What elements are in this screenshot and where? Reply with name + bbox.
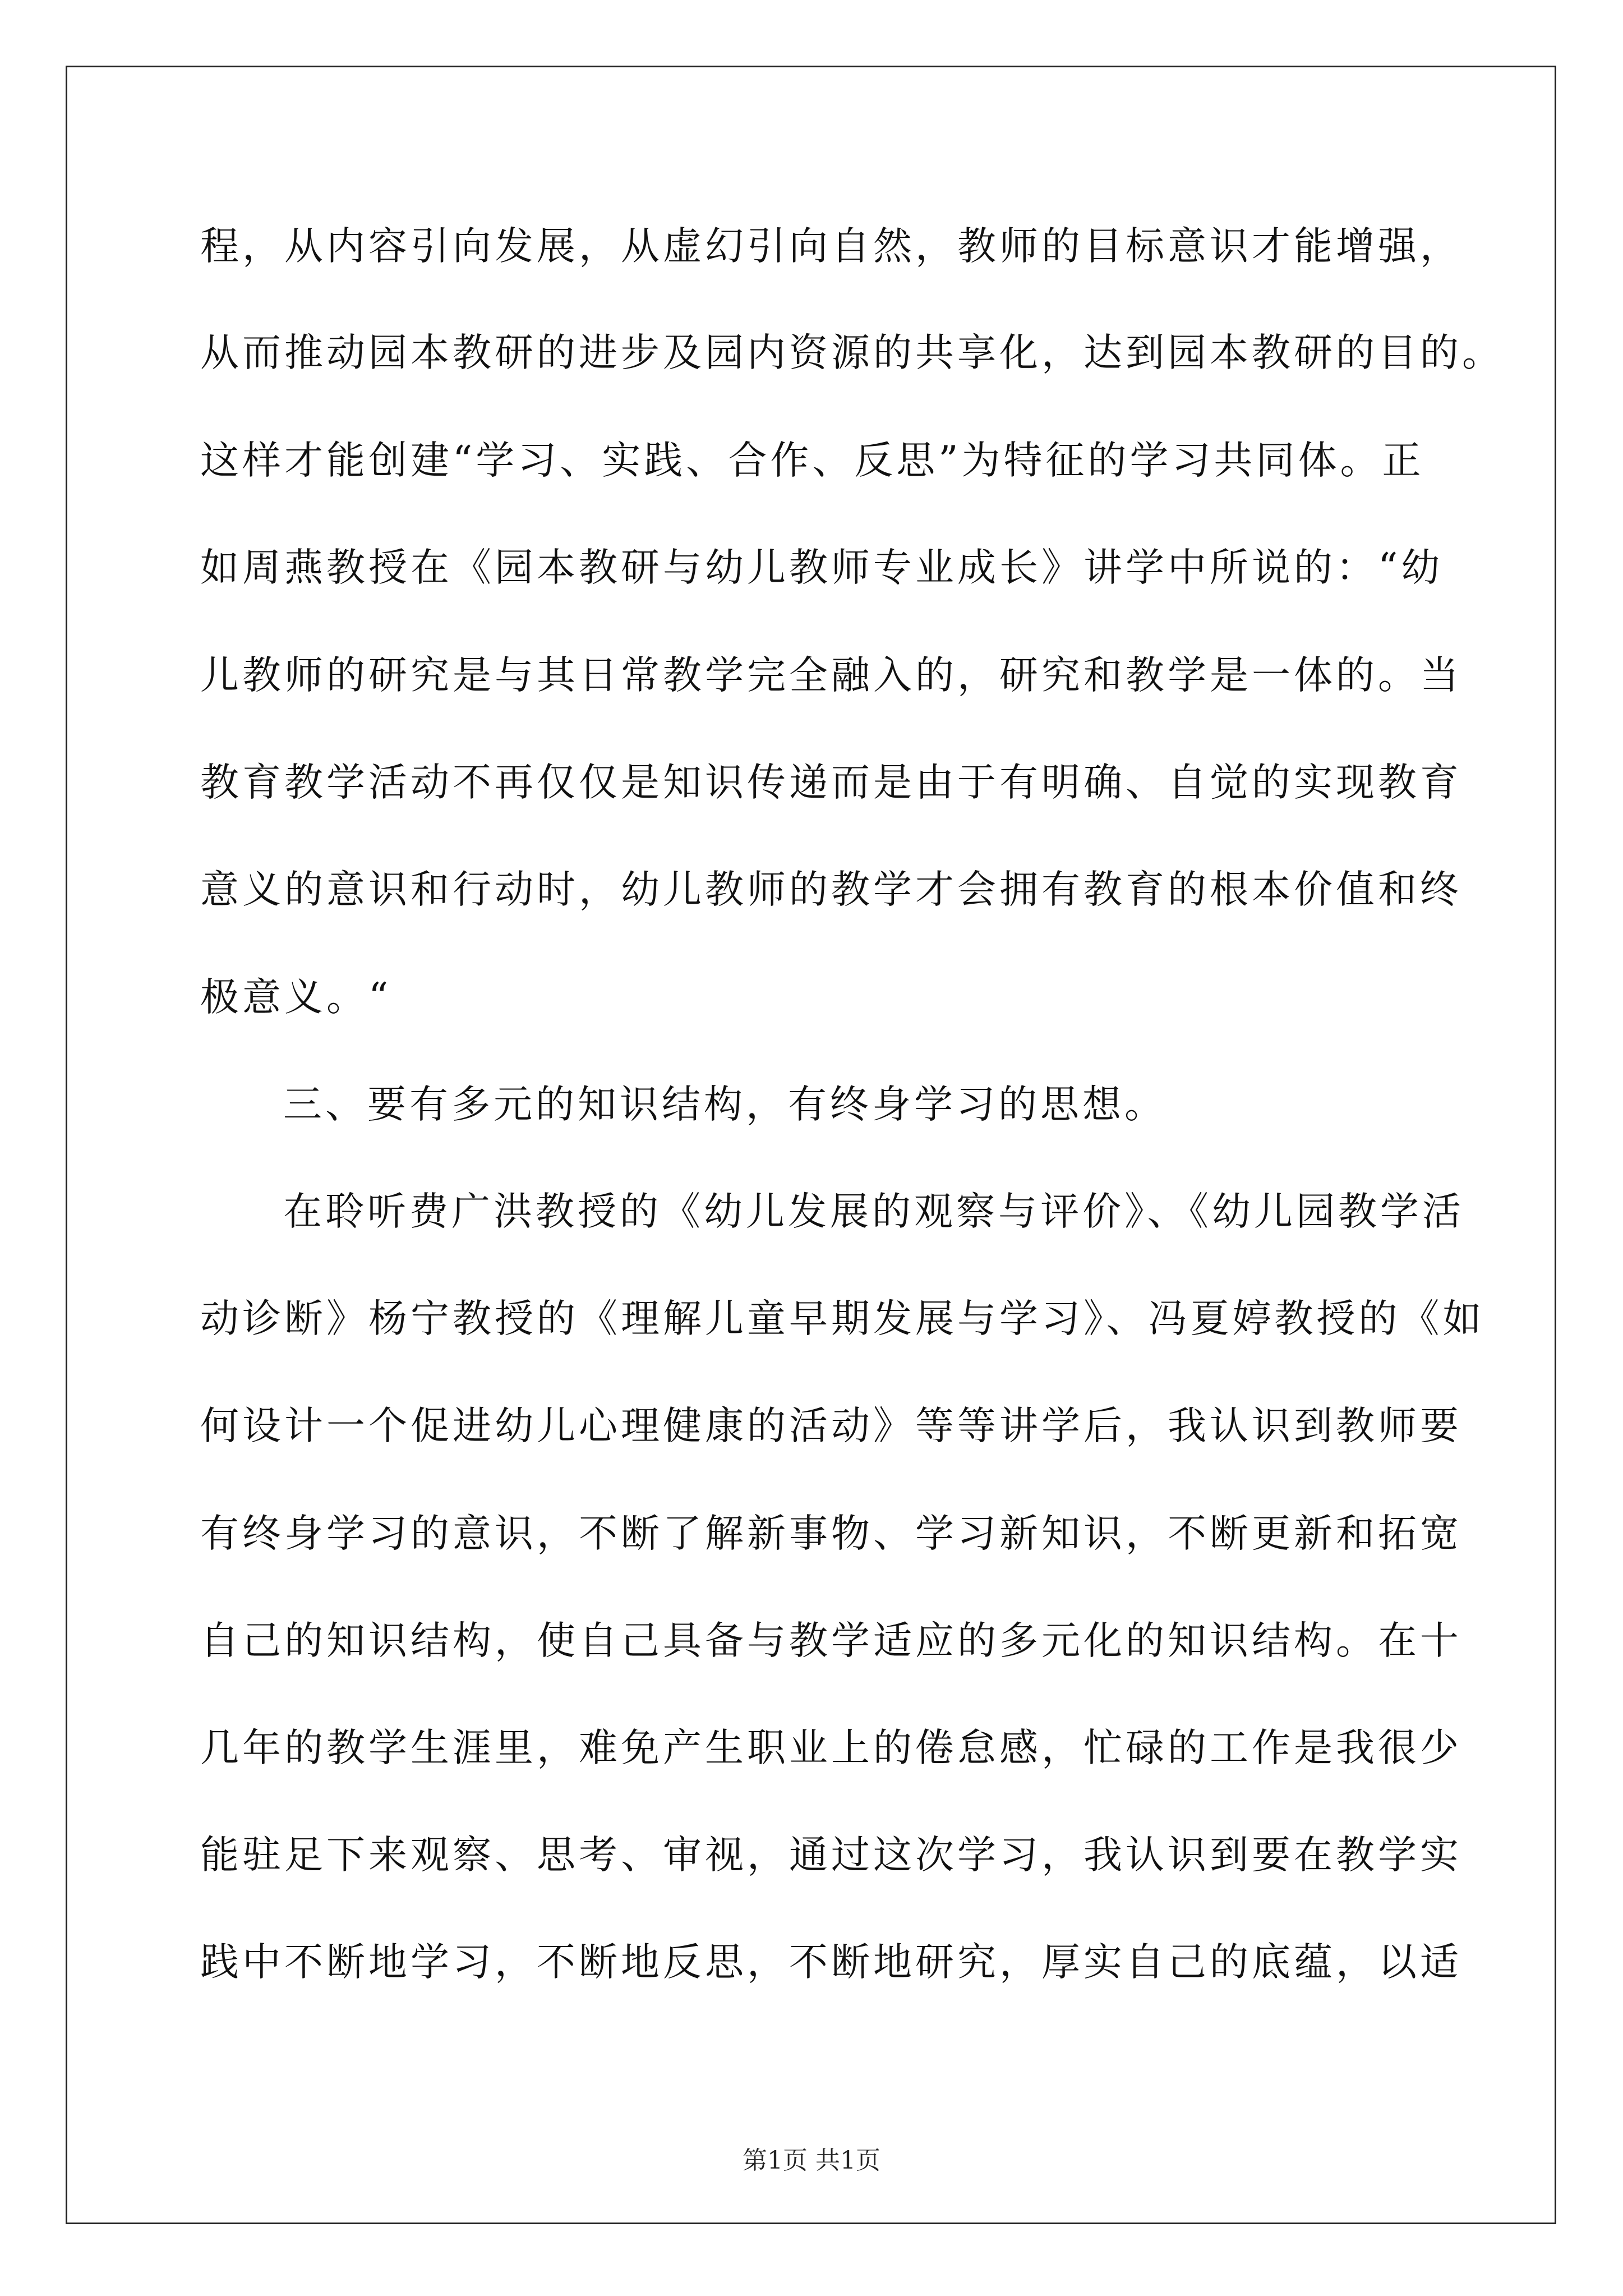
text-line: 极意义。“ [200,975,392,1020]
text-line: 自己的知识结构，使自己具备与教学适应的多元化的知识结构。在十 [200,1618,1462,1663]
text-line: 意义的意识和行动时，幼儿教师的教学才会拥有教育的根本价值和终 [200,867,1462,912]
page-border [66,66,1556,2224]
text-line: 从而推动园本教研的进步及园内资源的共享化，达到园本教研的目的。 [200,330,1504,375]
paragraph-start: 在聆听费广洪教授的《幼儿发展的观察与评价》、《幼儿园教学活 [283,1189,1464,1234]
text-line: 践中不断地学习，不断地反思，不断地研究，厚实自己的底蕴，以适 [200,1940,1462,1985]
text-line: 如周燕教授在《园本教研与幼儿教师专业成长》讲学中所说的：“幼 [200,545,1444,590]
text-line: 儿教师的研究是与其日常教学完全融入的，研究和教学是一体的。当 [200,653,1462,698]
text-line: 能驻足下来观察、思考、审视，通过这次学习，我认识到要在教学实 [200,1833,1462,1878]
text-line: 几年的教学生涯里，难免产生职业上的倦怠感，忙碌的工作是我很少 [200,1726,1462,1770]
section-heading: 三、要有多元的知识结构，有终身学习的思想。 [283,1082,1166,1127]
text-line: 这样才能创建“学习、实践、合作、反思”为特征的学习共同体。正 [200,438,1424,483]
text-line: 何设计一个促进幼儿心理健康的活动》等等讲学后，我认识到教师要 [200,1404,1462,1448]
text-line: 动诊断》杨宁教授的《理解儿童早期发展与学习》、冯夏婷教授的《如 [200,1296,1485,1341]
text-line: 教育教学活动不再仅仅是知识传递而是由于有明确、自觉的实现教育 [200,760,1462,805]
page-number: 第1页 共1页 [743,2146,880,2175]
text-line: 程，从内容引向发展，从虚幻引向自然，教师的目标意识才能增强， [200,224,1462,269]
text-line: 有终身学习的意识，不断了解新事物、学习新知识，不断更新和拓宽 [200,1511,1462,1556]
